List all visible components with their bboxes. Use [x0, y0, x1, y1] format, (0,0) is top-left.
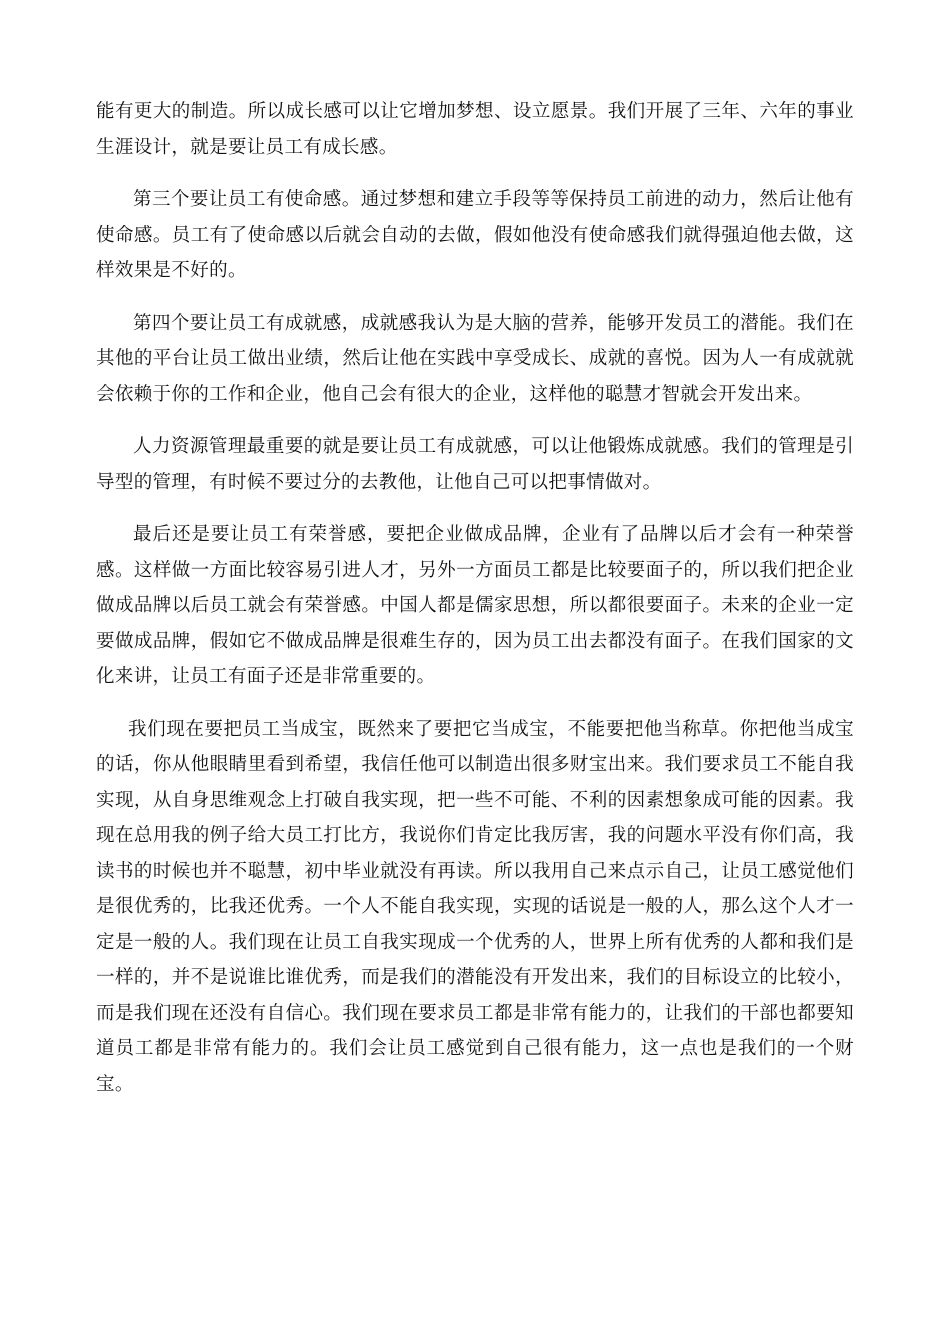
- paragraph-mission: 第三个要让员工有使命感。通过梦想和建立手段等等保持员工前进的动力，然后让他有使命感。员工有了使命感以后就会自动的去做，假如他没有使命感我们就得强迫他去做，这样效果是不好的。: [96, 189, 854, 281]
- paragraph-treasure: 我们现在要把员工当成宝，既然来了要把它当成宝，不能要把他当称草。你把他当成宝的话，你从他眼睛里看到希望，我信任他可以制造出很多财宝出来。我们要求员工不能自我实现，从自身思维观念上打破自我实现，把一些不可能、不利的因素想象成可能的因素。我现在总用我的例子给大员工打比方，我说你们肯定比我厉害，我的问题水平没有你们高，我读书的时候也并不聪慧，初中毕业就没有再读。所以我用自己来点示自己，让员工感觉他们是很优秀的，比我还优秀。一个人不能自我实现，实现的话说是一般的人，那么这个人才一定是一般的人。我们现在让员工自我实现成一个优秀的人，世界上所有优秀的人都和我们是一样的，并不是说谁比谁优秀，而是我们的潜能没有开发出来，我们的目标设立的比较小，而是我们现在还没有自信心。我们现在要求员工都是非常有能力的，让我们的干部也都要知道员工都是非常有能力的。我们会让员工感觉到自己很有能力，这一点也是我们的一个财宝。: [96, 718, 854, 1095]
- document-body: [96, 94, 854, 1119]
- paragraph-honor: 最后还是要让员工有荣誉感，要把企业做成品牌，企业有了品牌以后才会有一种荣誉感。这样做一方面比较容易引进人才，另外一方面员工都是比较要面子的，所以我们把企业做成品牌以后员工就会有荣誉感。中国人都是儒家思想，所以都很要面子。未来的企业一定要做成品牌，假如它不做成品牌是很难生存的，因为员工出去都没有面子。在我们国家的文化来讲，让员工有面子还是非常重要的。: [96, 524, 854, 687]
- paragraph-hr-management: 人力资源管理最重要的就是要让员工有成就感，可以让他锻炼成就感。我们的管理是引导型的管理，有时候不要过分的去教他，让他自己可以把事情做对。: [96, 436, 854, 493]
- paragraph-growth-continued: 能有更大的制造。所以成长感可以让它增加梦想、设立愿景。我们开展了三年、六年的事业生涯设计，就是要让员工有成长感。: [96, 101, 854, 158]
- paragraph-achievement: 第四个要让员工有成就感，成就感我认为是大脑的营养，能够开发员工的潜能。我们在其他的平台让员工做出业绩，然后让他在实践中享受成长、成就的喜悦。因为人一有成就就会依赖于你的工作和企业，他自己会有很大的企业，这样他的聪慧才智就会开发出来。: [96, 312, 854, 405]
